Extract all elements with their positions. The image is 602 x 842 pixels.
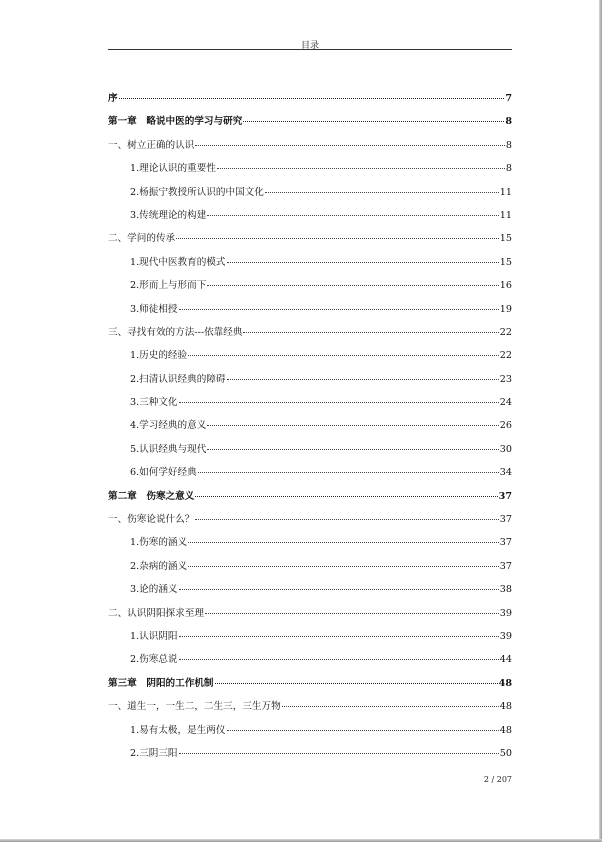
dot-leader	[179, 753, 499, 754]
toc-entry-title: 一、树立正确的认识	[108, 139, 195, 151]
toc-entry-title: 3.论的涵义	[130, 584, 178, 596]
toc-entry-page: 15	[499, 233, 512, 245]
dot-leader	[195, 496, 497, 497]
dot-leader	[195, 519, 498, 520]
dot-leader	[188, 542, 499, 543]
toc-entry-title: 2.杨振宁教授所认识的中国文化	[130, 186, 264, 198]
toc-entry-title: 2.伤寒总说	[130, 654, 178, 666]
toc-entry[interactable]	[108, 414, 512, 437]
dot-leader	[227, 262, 499, 263]
toc-entry[interactable]	[108, 321, 512, 344]
toc-entry-page: 11	[499, 209, 512, 221]
toc-entry-page: 19	[499, 303, 512, 315]
toc-entry-page: 48	[499, 701, 512, 713]
toc-entry-page: 26	[499, 420, 512, 432]
toc-entry[interactable]	[108, 578, 512, 601]
toc-entry[interactable]	[108, 110, 512, 133]
toc-entry-page: 50	[499, 747, 512, 759]
toc-entry[interactable]	[108, 719, 512, 742]
toc-entry-page: 44	[499, 654, 512, 666]
toc-entry[interactable]	[108, 461, 512, 484]
toc-entry-page: 37	[499, 514, 512, 526]
dot-leader	[243, 121, 504, 122]
dot-leader	[179, 659, 499, 660]
toc-entry-title: 第二章 伤寒之意义	[108, 490, 195, 502]
toc-entry-page: 37	[499, 560, 512, 572]
toc-entry-title: 1.认识阴阳	[130, 630, 178, 642]
toc-entry-title: 三、寻找有效的方法---依靠经典	[108, 326, 243, 338]
dot-leader	[179, 402, 499, 403]
toc-entry-page: 15	[499, 256, 512, 268]
toc-entry[interactable]	[108, 251, 512, 274]
toc-entry-title: 第三章 阴阳的工作机制	[108, 677, 214, 689]
dot-leader	[176, 238, 499, 239]
toc-entry-page: 34	[499, 467, 512, 479]
dot-leader	[282, 706, 499, 707]
toc-entry-page: 16	[499, 280, 512, 292]
toc-entry-title: 序	[108, 93, 118, 104]
toc-entry[interactable]	[108, 508, 512, 531]
toc-entry-title: 3.师徒相授	[130, 303, 178, 315]
dot-leader	[119, 98, 505, 99]
toc-entry-page: 22	[499, 326, 512, 338]
toc-entry-page: 37	[499, 537, 512, 549]
dot-leader	[188, 355, 499, 356]
toc-entry-title: 3.传统理论的构建	[130, 209, 207, 221]
toc-entry[interactable]	[108, 602, 512, 625]
toc-entry-title: 4.学习经典的意义	[130, 420, 207, 432]
page-number-indicator: 2 / 207	[483, 775, 512, 784]
toc-entry[interactable]	[108, 531, 512, 554]
toc-entry-title: 1.易有太极，是生两仪	[130, 724, 226, 736]
toc-entry-page: 23	[499, 373, 512, 385]
toc-entry-title: 二、学问的传承	[108, 233, 176, 245]
toc-entry[interactable]	[108, 625, 512, 648]
dot-leader	[243, 332, 498, 333]
toc-entry[interactable]	[108, 368, 512, 391]
toc-entry-page: 8	[505, 163, 512, 175]
toc-entry-title: 二、认识阴阳探求至理	[108, 607, 204, 619]
table-of-contents	[108, 87, 512, 765]
toc-entry[interactable]	[108, 672, 512, 695]
dot-leader	[179, 309, 499, 310]
toc-entry-title: 2.三阴三阳	[130, 747, 178, 759]
toc-entry-title: 第一章 略说中医的学习与研究	[108, 116, 243, 128]
page-header-title: 目录	[300, 41, 319, 51]
dot-leader	[179, 636, 499, 637]
toc-entry-page: 38	[499, 584, 512, 596]
toc-entry-page: 48	[498, 677, 512, 689]
dot-leader	[227, 730, 499, 731]
dot-leader	[198, 472, 499, 473]
toc-entry[interactable]	[108, 742, 512, 765]
toc-entry-title: 1.历史的经验	[130, 350, 188, 362]
toc-entry-title: 2.杂病的涵义	[130, 560, 188, 572]
dot-leader	[215, 683, 498, 684]
toc-entry[interactable]	[108, 204, 512, 227]
toc-entry-page: 30	[499, 443, 512, 455]
dot-leader	[265, 192, 499, 193]
toc-entry-title: 2.形而上与形而下	[130, 280, 207, 292]
dot-leader	[179, 589, 499, 590]
toc-entry-page: 37	[498, 490, 512, 502]
toc-entry-title: 一、道生一，一生二，二生三，三生万物	[108, 701, 281, 713]
toc-entry[interactable]	[108, 227, 512, 250]
header-rule	[108, 49, 512, 50]
toc-entry[interactable]	[108, 134, 512, 157]
toc-entry[interactable]	[108, 485, 512, 508]
toc-entry[interactable]	[108, 555, 512, 578]
toc-entry[interactable]	[108, 157, 512, 180]
toc-entry[interactable]	[108, 391, 512, 414]
toc-entry-page: 48	[499, 724, 512, 736]
dot-leader	[205, 613, 499, 614]
toc-entry[interactable]	[108, 648, 512, 671]
dot-leader	[207, 449, 498, 450]
toc-entry-title: 6.如何学好经典	[130, 467, 197, 479]
dot-leader	[195, 145, 505, 146]
toc-entry[interactable]	[108, 298, 512, 321]
toc-entry[interactable]	[108, 181, 512, 204]
dot-leader	[227, 379, 499, 380]
toc-entry-title: 1.理论认识的重要性	[130, 163, 216, 175]
toc-entry-page: 24	[499, 397, 512, 409]
toc-entry-title: 1.伤寒的涵义	[130, 537, 188, 549]
dot-leader	[207, 215, 498, 216]
dot-leader	[207, 285, 498, 286]
toc-entry-page: 39	[499, 630, 512, 642]
dot-leader	[188, 566, 499, 567]
toc-entry-page: 11	[499, 186, 512, 198]
toc-entry[interactable]	[108, 438, 512, 461]
toc-entry[interactable]	[108, 695, 512, 718]
toc-entry[interactable]	[108, 344, 512, 367]
toc-entry-page: 8	[505, 139, 512, 151]
toc-entry-page: 7	[505, 93, 512, 104]
toc-entry-title: 5.认识经典与现代	[130, 443, 207, 455]
toc-entry-page: 22	[499, 350, 512, 362]
toc-entry-title: 2.扫清认识经典的障碍	[130, 373, 226, 385]
toc-entry-title: 1.现代中医教育的模式	[130, 256, 226, 268]
toc-entry[interactable]	[108, 87, 512, 110]
toc-entry-title: 一、伤寒论说什么？	[108, 514, 195, 526]
toc-entry-page: 39	[499, 607, 512, 619]
toc-entry[interactable]	[108, 274, 512, 297]
toc-entry-page: 8	[505, 116, 512, 128]
dot-leader	[217, 168, 505, 169]
toc-entry-title: 3.三种文化	[130, 397, 178, 409]
dot-leader	[207, 425, 498, 426]
